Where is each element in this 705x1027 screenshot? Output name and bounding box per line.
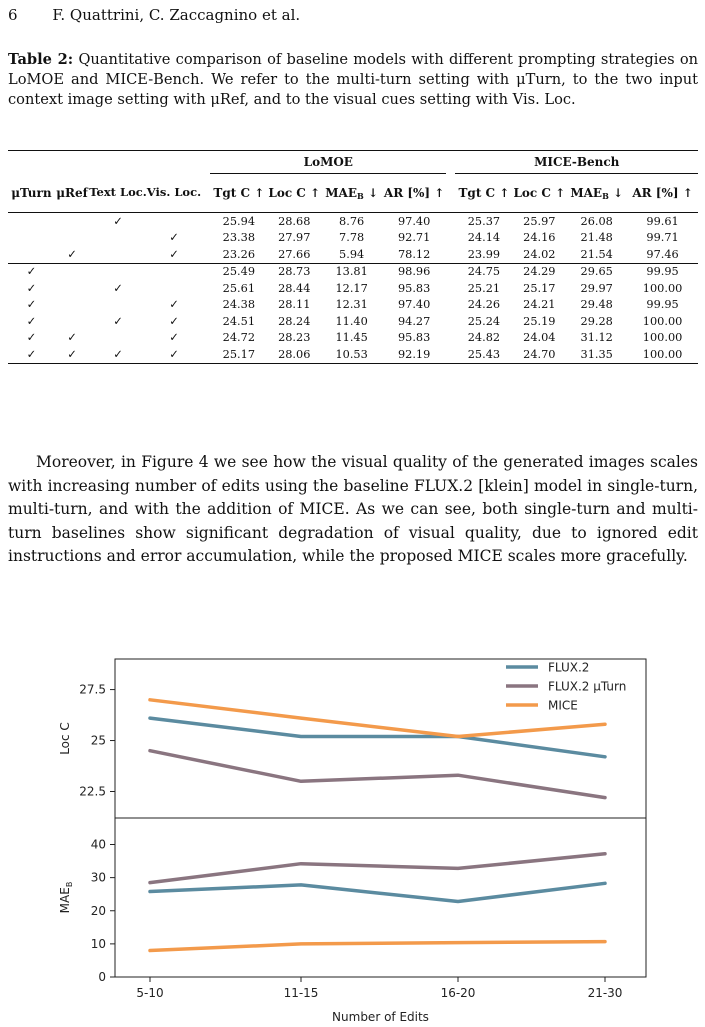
page-header [8, 6, 300, 24]
value-cell: 25.37 [467, 214, 501, 228]
value-cell: 99.71 [646, 231, 679, 245]
column-header-muturn: μTurn [8, 174, 55, 213]
value-cell: 28.24 [278, 314, 311, 328]
table-row [8, 330, 698, 347]
flag-cell [8, 246, 55, 263]
value-cell: 24.21 [523, 298, 556, 312]
table-row [8, 280, 698, 297]
flag-cell [147, 263, 201, 280]
value-cell: 24.04 [523, 331, 556, 345]
paragraph-text: Moreover, in Figure 4 we see how the visual quality of the generated images scales with increasing number of edits using the baseline FLUX.2 [klein] model in single-turn, multi-turn, and with the addition of MICE. As we can see, both single-turn and multi-turn baselines show significant degradation of visual quality, due to ignored edit instructions and error accumulation, while the proposed MICE scales more gracefully. [8, 453, 698, 566]
table-caption-label: Table 2: [8, 51, 74, 68]
flag-cell: ✓ [26, 281, 37, 295]
x-tick-label: 11-15 [283, 986, 319, 1000]
value-cell: 10.53 [321, 346, 382, 363]
page-number: 6 [8, 6, 18, 24]
value-cell: 5.94 [339, 247, 365, 261]
flag-cell: ✓ [55, 346, 90, 363]
value-cell: 100.00 [642, 281, 683, 295]
flag-cell: ✓ [169, 331, 179, 345]
value-cell: 7.78 [339, 231, 365, 245]
x-tick-label: 5-10 [136, 986, 164, 1000]
flag-cell [8, 230, 55, 247]
column-header-mae-b: $MAE_B$ ↓ [566, 174, 627, 213]
value-cell: 21.54 [580, 247, 613, 261]
column-header-vis-loc: Vis. Loc. [147, 174, 201, 213]
column-header-text-loc: Text Loc. [89, 174, 147, 213]
value-cell: 11.45 [335, 331, 368, 345]
value-cell: 25.94 [222, 214, 256, 228]
value-cell: 27.66 [278, 247, 311, 261]
flag-cell: ✓ [89, 346, 147, 363]
table-row [8, 297, 698, 314]
y-axis-label-text: Loc C [58, 722, 72, 755]
line-chart-svg [50, 650, 690, 1027]
value-cell: 29.28 [580, 314, 613, 328]
value-cell: 98.96 [382, 263, 446, 280]
value-cell: 24.02 [523, 247, 556, 261]
spacer-cell [201, 280, 210, 297]
flag-cell: ✓ [8, 346, 55, 363]
flag-cell: ✓ [169, 231, 179, 245]
flag-cell: ✓ [169, 314, 179, 328]
value-cell: 12.31 [335, 298, 368, 312]
group-header-mice-bench: MICE-Bench [455, 151, 698, 174]
group-header-lomoe: LoMOE [210, 151, 446, 174]
value-cell: 99.95 [646, 298, 679, 312]
series-line-flux-2-turn [150, 751, 605, 798]
value-cell: 92.71 [397, 231, 431, 245]
value-cell: 99.61 [646, 214, 679, 228]
value-cell: 97.40 [397, 214, 431, 228]
value-cell: 24.72 [222, 331, 256, 345]
value-cell: 11.40 [335, 314, 368, 328]
y-tick-label: 27.5 [79, 682, 106, 697]
flag-cell [55, 297, 90, 314]
y-tick-label: 22.5 [79, 784, 106, 799]
flag-cell [8, 213, 55, 230]
value-cell: 24.82 [467, 331, 501, 345]
flag-cell: ✓ [26, 298, 37, 312]
flag-cell: ✓ [8, 263, 55, 280]
spacer-cell [201, 246, 210, 263]
value-cell: 23.38 [222, 231, 256, 245]
flag-cell [147, 213, 201, 230]
flag-cell [89, 297, 147, 314]
value-cell: 24.75 [455, 263, 512, 280]
value-cell: 25.21 [467, 281, 501, 295]
flag-cell [89, 230, 147, 247]
value-cell: 24.29 [512, 263, 566, 280]
value-cell: 25.17 [523, 281, 556, 295]
value-cell: 100.00 [642, 331, 683, 345]
flag-cell [89, 263, 147, 280]
legend-entry: FLUX.2 [548, 660, 590, 675]
table-row [8, 313, 698, 330]
value-cell: 21.48 [580, 231, 613, 245]
column-header-loc-c: Loc C ↑ [512, 174, 566, 213]
column-header-mae-b: $MAE_B$ ↓ [321, 174, 382, 213]
value-cell: 27.97 [278, 231, 311, 245]
y-tick-label: 20 [90, 903, 106, 918]
value-cell: 92.19 [382, 346, 446, 363]
column-header-tgt-c: Tgt C ↑ [210, 174, 267, 213]
flag-cell: ✓ [67, 247, 77, 261]
value-cell: 25.17 [210, 346, 267, 363]
x-tick-label: 16-20 [440, 986, 476, 1000]
spacer-cell [446, 213, 455, 230]
column-header-ar: AR [%] ↑ [627, 174, 698, 213]
value-cell: 8.76 [339, 214, 365, 228]
value-cell: 78.12 [397, 247, 431, 261]
value-cell: 28.23 [278, 331, 311, 345]
value-cell: 24.51 [222, 314, 256, 328]
value-cell: 24.38 [222, 298, 256, 312]
series-line-flux-2 [150, 718, 605, 757]
spacer-cell [201, 213, 210, 230]
value-cell: 25.49 [210, 263, 267, 280]
flag-cell [55, 213, 90, 230]
legend-entry: MICE [548, 698, 578, 713]
value-cell: 29.65 [566, 263, 627, 280]
value-cell: 26.08 [580, 214, 613, 228]
flag-cell [89, 330, 147, 347]
flag-cell [55, 230, 90, 247]
y-axis-label-text: MAE [58, 887, 72, 914]
value-cell: 31.35 [566, 346, 627, 363]
flag-cell: ✓ [67, 331, 77, 345]
value-cell: 28.44 [278, 281, 311, 295]
spacer-cell [201, 346, 210, 363]
y-tick-label: 30 [90, 870, 106, 885]
table-caption-text: Quantitative comparison of baseline models with different prompting strategies on LoMOE and MICE-Bench. We refer to the multi-turn setting with μTurn, to the two input context image setting with μRef, and to the visual cues setting with Vis. Loc. [8, 51, 699, 108]
value-cell: 29.48 [580, 298, 613, 312]
table-row [8, 213, 698, 230]
series-line-flux-2-turn [150, 854, 605, 883]
series-line-mice [150, 942, 605, 951]
spacer-cell [201, 297, 210, 314]
spacer-cell [446, 230, 455, 247]
table-row [8, 346, 698, 363]
x-tick-label: 21-30 [587, 986, 623, 1000]
value-cell: 13.81 [321, 263, 382, 280]
spacer-cell [446, 346, 455, 363]
value-cell: 25.43 [455, 346, 512, 363]
y-tick-label: 40 [90, 837, 106, 852]
spacer-cell [446, 330, 455, 347]
y-tick-label: 0 [98, 970, 106, 984]
value-cell: 28.11 [278, 298, 311, 312]
spacer-cell [201, 330, 210, 347]
figure-4-chart [50, 650, 690, 1027]
value-cell: 97.46 [646, 247, 679, 261]
y-axis-label-subscript: B [65, 881, 74, 888]
value-cell: 94.27 [397, 314, 431, 328]
value-cell: 28.06 [267, 346, 321, 363]
spacer-cell [446, 313, 455, 330]
y-tick-label: 10 [90, 936, 106, 951]
table-caption [8, 50, 698, 110]
x-axis-label: Number of Edits [332, 1010, 429, 1024]
table-row [8, 246, 698, 263]
value-cell: 24.14 [467, 231, 501, 245]
spacer-cell [201, 230, 210, 247]
results-table [8, 150, 698, 364]
value-cell: 25.24 [467, 314, 501, 328]
value-cell: 99.95 [627, 263, 698, 280]
y-tick-label: 25 [90, 733, 106, 748]
value-cell: 29.97 [580, 281, 613, 295]
flag-cell: ✓ [169, 298, 179, 312]
value-cell: 24.70 [512, 346, 566, 363]
value-cell: 28.68 [278, 214, 311, 228]
flag-cell: ✓ [147, 346, 201, 363]
value-cell: 25.97 [523, 214, 556, 228]
series-line-flux-2 [150, 883, 605, 901]
value-cell: 97.40 [397, 298, 431, 312]
value-cell: 28.73 [267, 263, 321, 280]
spacer-cell [446, 246, 455, 263]
flag-cell: ✓ [26, 314, 37, 328]
column-header-loc-c: Loc C ↑ [267, 174, 321, 213]
table-row [8, 263, 698, 280]
flag-cell [55, 263, 90, 280]
value-cell: 24.26 [467, 298, 501, 312]
flag-cell: ✓ [169, 247, 179, 261]
legend-entry: FLUX.2 μTurn [548, 679, 627, 694]
value-cell: 12.17 [335, 281, 368, 295]
flag-cell: ✓ [26, 331, 37, 345]
body-paragraph [8, 451, 698, 569]
flag-cell [55, 313, 90, 330]
spacer-cell [201, 263, 210, 280]
column-header-muref: μRef [55, 174, 90, 213]
y-axis-label [58, 722, 72, 755]
value-cell: 100.00 [642, 314, 683, 328]
y-axis-label [58, 882, 74, 914]
column-header-tgt-c: Tgt C ↑ [455, 174, 512, 213]
flag-cell: ✓ [113, 281, 123, 295]
value-cell: 25.19 [523, 314, 556, 328]
spacer-cell [446, 263, 455, 280]
value-cell: 95.83 [397, 281, 431, 295]
flag-cell [89, 246, 147, 263]
spacer-cell [201, 313, 210, 330]
flag-cell [55, 280, 90, 297]
column-header-ar: AR [%] ↑ [382, 174, 446, 213]
value-cell: 23.99 [467, 247, 501, 261]
flag-cell: ✓ [113, 214, 123, 228]
spacer-cell [446, 280, 455, 297]
flag-cell: ✓ [113, 314, 123, 328]
value-cell: 23.26 [222, 247, 256, 261]
flag-cell [147, 280, 201, 297]
value-cell: 24.16 [523, 231, 556, 245]
value-cell: 100.00 [627, 346, 698, 363]
table-row [8, 230, 698, 247]
value-cell: 95.83 [397, 331, 431, 345]
value-cell: 25.61 [222, 281, 256, 295]
value-cell: 31.12 [580, 331, 613, 345]
spacer-cell [446, 297, 455, 314]
running-authors: F. Quattrini, C. Zaccagnino et al. [52, 6, 301, 24]
